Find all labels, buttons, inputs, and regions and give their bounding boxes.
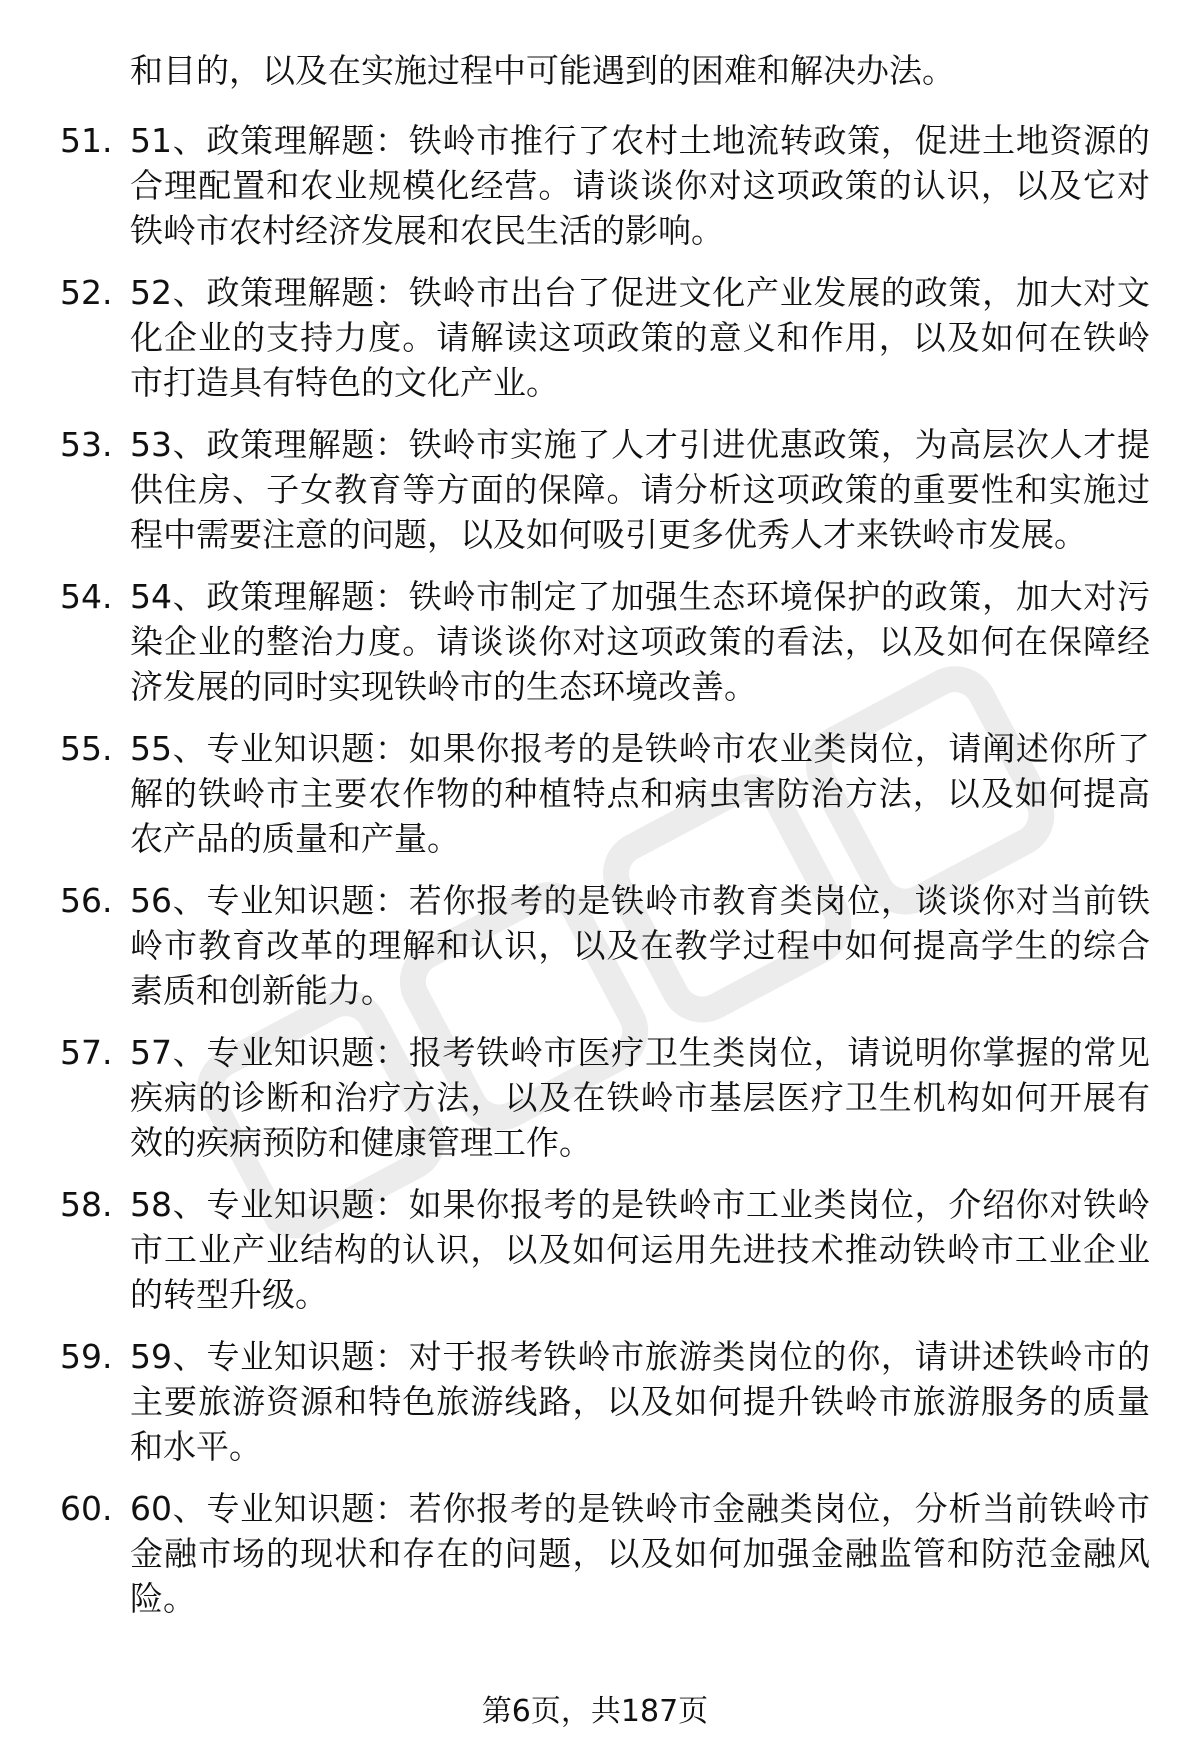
- question-number: 54.: [60, 577, 113, 616]
- question-number: 58.: [60, 1185, 113, 1224]
- question-item: [60, 1030, 1150, 1165]
- question-text: 52、政策理解题：铁岭市出台了促进文化产业发展的政策，加大对文化企业的支持力度。请解读这项政策的意义和作用，以及如何在铁岭市打造具有特色的文化产业。: [130, 273, 1150, 402]
- question-item: [60, 118, 1150, 253]
- question-text: 56、专业知识题：若你报考的是铁岭市教育类岗位，谈谈你对当前铁岭市教育改革的理解和认识，以及在教学过程中如何提高学生的综合素质和创新能力。: [130, 881, 1150, 1010]
- question-text: 51、政策理解题：铁岭市推行了农村土地流转政策，促进土地资源的合理配置和农业规模化经营。请谈谈你对这项政策的认识，以及它对铁岭市农村经济发展和农民生活的影响。: [130, 121, 1150, 250]
- continuation-text: 和目的，以及在实施过程中可能遇到的困难和解决办法。: [130, 51, 955, 90]
- question-number: 52.: [60, 273, 113, 312]
- question-item: [60, 1182, 1150, 1317]
- question-text: 58、专业知识题：如果你报考的是铁岭市工业类岗位，介绍你对铁岭市工业产业结构的认识，以及如何运用先进技术推动铁岭市工业企业的转型升级。: [130, 1185, 1150, 1314]
- question-item: [60, 270, 1150, 405]
- page-footer: 第6页，共187页: [481, 1694, 709, 1729]
- question-number: 57.: [60, 1033, 113, 1072]
- question-number: 56.: [60, 881, 113, 920]
- question-item: [60, 1334, 1150, 1469]
- question-number: 51.: [60, 121, 113, 160]
- question-text: 57、专业知识题：报考铁岭市医疗卫生类岗位，请说明你掌握的常见疾病的诊断和治疗方法，以及在铁岭市基层医疗卫生机构如何开展有效的疾病预防和健康管理工作。: [130, 1033, 1150, 1162]
- question-item: [60, 1486, 1150, 1621]
- question-list: [60, 118, 1150, 1638]
- question-number: 55.: [60, 729, 113, 768]
- question-item: [60, 422, 1150, 557]
- question-text: 60、专业知识题：若你报考的是铁岭市金融类岗位，分析当前铁岭市金融市场的现状和存在的问题，以及如何加强金融监管和防范金融风险。: [130, 1489, 1150, 1618]
- question-item: [60, 726, 1150, 861]
- question-item: [60, 878, 1150, 1013]
- question-number: 60.: [60, 1489, 113, 1528]
- question-number: 59.: [60, 1337, 113, 1376]
- question-text: 55、专业知识题：如果你报考的是铁岭市农业类岗位，请阐述你所了解的铁岭市主要农作物的种植特点和病虫害防治方法，以及如何提高农产品的质量和产量。: [130, 729, 1150, 858]
- question-text: 54、政策理解题：铁岭市制定了加强生态环境保护的政策，加大对污染企业的整治力度。请谈谈你对这项政策的看法，以及如何在保障经济发展的同时实现铁岭市的生态环境改善。: [130, 577, 1150, 706]
- question-number: 53.: [60, 425, 113, 464]
- question-text: 53、政策理解题：铁岭市实施了人才引进优惠政策，为高层次人才提供住房、子女教育等方面的保障。请分析这项政策的重要性和实施过程中需要注意的问题，以及如何吸引更多优秀人才来铁岭市发展。: [130, 425, 1150, 554]
- question-item: [60, 574, 1150, 709]
- question-text: 59、专业知识题：对于报考铁岭市旅游类岗位的你，请讲述铁岭市的主要旅游资源和特色旅游线路，以及如何提升铁岭市旅游服务的质量和水平。: [130, 1337, 1150, 1466]
